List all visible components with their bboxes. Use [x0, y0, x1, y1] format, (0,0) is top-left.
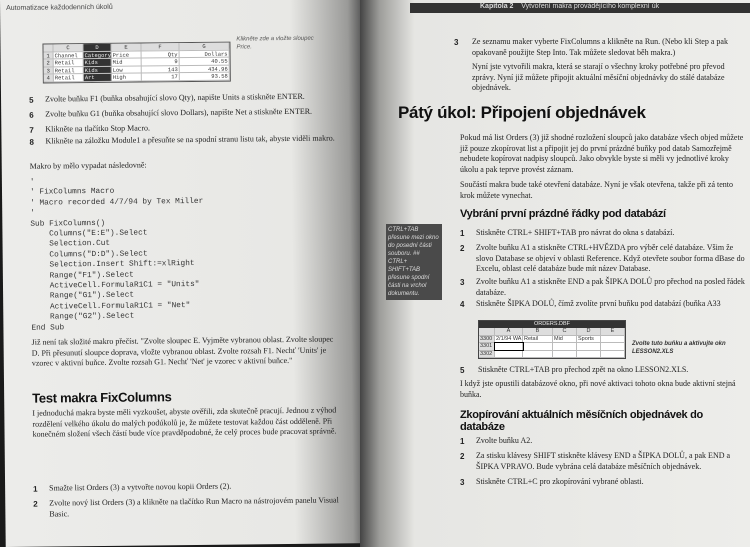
- dbf-col-header: C: [553, 328, 577, 335]
- step-text: Klikněte na záložku Module1 a přesuňte se na spodní stranu listu tak, abyste viděli makro.: [45, 133, 335, 146]
- step-text: Zvolte buňku G1 (buňka obsahující slovo Dollars), napište Net a stiskněte ENTER.: [45, 106, 313, 119]
- dbf-cell: Sports: [577, 336, 601, 343]
- section-heading-2: Zkopírování aktuálních měsíčních objednávek do databáze: [460, 409, 703, 433]
- dbf-cell: [577, 351, 601, 358]
- step-number: 3: [460, 478, 465, 487]
- step-number: 4: [460, 300, 465, 309]
- sheet-col-header: C: [53, 44, 83, 51]
- sheet-cell: Mid: [112, 59, 142, 66]
- left-heading: Test makra FixColumns: [32, 389, 172, 406]
- step-text: Stiskněte CTRL+C pro zkopírování vybrané oblasti.: [476, 477, 644, 486]
- step-number: 2: [460, 244, 465, 253]
- step-number: 6: [29, 110, 34, 120]
- sheet-cell: Qty: [142, 51, 180, 58]
- sheet-cell: Category: [84, 51, 112, 59]
- step-text: Stiskněte ŠIPKA DOLŮ, čímž zvolíte první buňku pod databází (buňka A33: [476, 299, 721, 308]
- dbf-col-header: A: [495, 328, 523, 335]
- sheet-row: [44, 73, 230, 82]
- step-number: 5: [29, 95, 34, 105]
- margin-tip-text: CTRL+TAB přesune mezi okno do posední části souboru. ## CTRL+ SHIFT+TAB přesune spodní části na vrchol dokumentu.: [388, 227, 439, 297]
- dbf-cell: [601, 351, 625, 358]
- dbf-figure: [478, 320, 626, 359]
- step-text: Zvolte nový list Orders (3) a klikněte na tlačítko Run Macro na nástrojovém panelu Visual Basic.: [49, 495, 339, 519]
- step-number: 2: [460, 452, 465, 461]
- right-top-para: Nyní jste vytvořili makra, která se starají o všechny kroky potřebné pro převod zprávy. Nyní již můžete připojit aktuální měsíční objednávky do stálé databáze objednávek.: [472, 62, 725, 92]
- step-text: Zvolte buňku A1 a stiskněte CTRL+HVĚZDA pro výběr celé databáze. Všim že slovo Database se objeví v oblasti Reference. Když otevřete soubor forma dBase do Excelu, oblast celé databáze bude mít název Database.: [476, 243, 745, 273]
- macro-code: ' ' FixColumns Macro ' Macro recorded 4/7/94 by Tex Miller ' Sub FixColumns() Columns("E:E").Select Selection.Cut Columns("D:D").Select Selection.Insert Shift:=xlRight Range("F1").Select ActiveCell.FormulaR1C1 = "Units" Range("G1").Select ActiveCell.FormulaR1C1 = "Net" Range("G2").Select End Sub: [29, 178, 204, 333]
- sheet-cell: 2: [44, 59, 54, 66]
- step-number: 3: [454, 38, 459, 47]
- sheet-cell: High: [112, 74, 142, 81]
- dbf-cell: Mid: [553, 336, 577, 343]
- step-number: 5: [460, 366, 465, 375]
- right-para1: Pokud má list Orders (3) již shodné rozložení sloupců jako databáze všech objed můžete již pouze zkopírovat list a připojit jej do první prázdné buňky pod datab Samozřejmě nebudete kopírovat nadpisy sloupců. Jako obvykle byste si měli vy jednotlivé kroky úkolu a pak teprve provést záznam.: [460, 133, 744, 174]
- dbf-row: [479, 343, 625, 351]
- sheet-cell: 143: [142, 66, 180, 73]
- dbf-cell: [601, 336, 625, 343]
- sheet-cell: 93.58: [180, 73, 230, 80]
- dbf-titlebar: ORDERS.DBF: [479, 321, 625, 328]
- sheet-cell: 17: [142, 73, 180, 80]
- left-para2: I jednoduchá makra byste měli vyzkoušet, abyste ověřili, zda skutečně pracují. Jednou z výhod rozdělení velkého úkolu do malých podúkolů je, že můžete testovat každou část odděleně. Při konečném složení všech částí bude více pravděpodobné, že celý proces bude pracovat správně.: [32, 405, 337, 439]
- dbf-cell: [495, 343, 523, 350]
- sheet-col-header: E: [111, 44, 141, 51]
- step-text: Smažte list Orders (3) a vytvořte novou kopii Orders (2).: [49, 481, 232, 493]
- dbf-col-header: D: [577, 328, 601, 335]
- step-number: 1: [460, 229, 465, 238]
- step-number: 3: [460, 278, 465, 287]
- code-intro: Makro by mělo vypadat následovně:: [29, 160, 147, 171]
- step-number: 1: [33, 484, 38, 494]
- dbf-callout: Zvolte tuto buňku a aktivujte okn LESSON2.XLS: [632, 341, 726, 355]
- dbf-cell: 3302: [479, 351, 495, 358]
- dbf-col-header: [479, 328, 495, 335]
- dbf-header-row: [479, 328, 625, 336]
- right-para2: Součástí makra bude také otevření databáze. Nyní je však otevřena, takže při zá tento krok můžete vynechat.: [460, 180, 733, 200]
- step-text: Zvolte buňku F1 (buňka obsahující slovo Qty), napište Units a stiskněte ENTER.: [44, 91, 305, 104]
- sheet-cell: Low: [112, 66, 142, 73]
- section-heading-1: Vybrání první prázdné řádky pod databází: [460, 208, 666, 220]
- sheet-cell: Kids: [84, 59, 112, 66]
- dbf-col-header: B: [523, 328, 553, 335]
- step-text: Ze seznamu maker vyberte FixColumns a klikněte na Run. (Nebo kli Step a pak opakovaně použijte Step Into. Tak můžete sledovat běh makra.): [472, 37, 728, 57]
- step-text: Zvolte buňku A2.: [476, 436, 533, 445]
- sheet-cell: 9: [142, 58, 180, 65]
- dbf-cell: [601, 343, 625, 350]
- sheet-cell: Price: [112, 51, 142, 58]
- sheet-cell: Art: [84, 74, 112, 81]
- step-text: Stiskněte CTRL+ SHIFT+TAB pro návrat do okna s databází.: [476, 228, 675, 237]
- sheet-col-header: G: [179, 43, 229, 50]
- step-text: Zvolte buňku A1 a stiskněte END a pak ŠIPKA DOLŮ pro přechod na posled řádek databáze.: [476, 277, 745, 297]
- dbf-cell: [495, 351, 523, 358]
- left-page: [0, 0, 368, 547]
- sheet-cell: 3: [44, 67, 54, 74]
- right-page: [360, 0, 750, 547]
- step-text: Klikněte na tlačítko Stop Macro.: [45, 123, 151, 134]
- sheet-col-header: F: [141, 43, 179, 50]
- margin-tip: [386, 224, 442, 300]
- sheet-callout: Klikněte zde a vložte sloupec Price.: [236, 35, 314, 51]
- dbf-cell: [553, 343, 577, 350]
- dbf-cell: [577, 343, 601, 350]
- dbf-cell: [523, 343, 553, 350]
- right-para3: I když jste opustili databázové okno, při nové aktivaci tohoto okna bude aktivní stejná buňka.: [460, 379, 736, 399]
- dbf-row: [479, 351, 625, 359]
- dbf-cell: 3300: [479, 336, 495, 343]
- step-number: 7: [29, 125, 34, 135]
- sheet-cell: Retail: [54, 74, 84, 81]
- left-para1: Již není tak složité makro přečíst. "Zvolte sloupec E. Vyjměte vybranou oblast. Zvolte sloupec D. Při přesunutí sloupce doprava, vložte vybranou oblast. Zvolte rozsah F1. Nechť 'Units' je vzorec v aktivní buňce. Zvolte rozsah G1. Nechť 'Net' je vzorec v aktivní buňce.": [31, 334, 334, 368]
- sheet-cell: 40.55: [180, 58, 230, 65]
- step-number: 8: [29, 137, 34, 147]
- step-number: 1: [460, 437, 465, 446]
- task-heading: Pátý úkol: Připojení objednávek: [398, 103, 646, 122]
- left-running-header: Automatizace každodenních úkolů: [6, 3, 113, 12]
- dbf-cell: [553, 351, 577, 358]
- dbf-cell: 2/1/94 WA: [496, 335, 522, 342]
- worksheet-figure: [42, 42, 230, 83]
- right-running-header: [410, 3, 750, 13]
- sheet-cell: Channel: [54, 52, 84, 59]
- chapter-label: Kapitola 2: [480, 3, 514, 10]
- sheet-cell: Dollars: [180, 50, 230, 57]
- dbf-cell: Retail: [523, 336, 553, 343]
- dbf-row: [479, 336, 625, 344]
- sheet-cell: 434.96: [180, 65, 230, 72]
- sheet-cell: 4: [44, 74, 54, 81]
- sheet-cell: Retail: [54, 67, 84, 74]
- sheet-cell: Kids: [84, 66, 112, 73]
- sheet-col-header: D: [83, 44, 111, 51]
- dbf-col-header: E: [601, 328, 625, 335]
- sheet-cell: 1: [44, 52, 54, 59]
- step-text: Za stisku klávesy SHIFT stiskněte klávesy END a ŠIPKA DOLŮ, a pak END a ŠIPKA VPRAVO. Bude vybrána celá databáze měsíčních objednávek.: [476, 451, 731, 471]
- chapter-title: Vytvoření makra provádějícího komplexní úk: [521, 3, 660, 10]
- sheet-col-header: [43, 44, 53, 51]
- sheet-cell: Retail: [54, 59, 84, 66]
- dbf-cell: [523, 351, 553, 358]
- dbf-cell: 3301: [479, 343, 495, 350]
- step-text: Stiskněte CTRL+TAB pro přechod zpět na okno LESSON2.XLS.: [478, 365, 689, 374]
- step-number: 2: [33, 499, 38, 509]
